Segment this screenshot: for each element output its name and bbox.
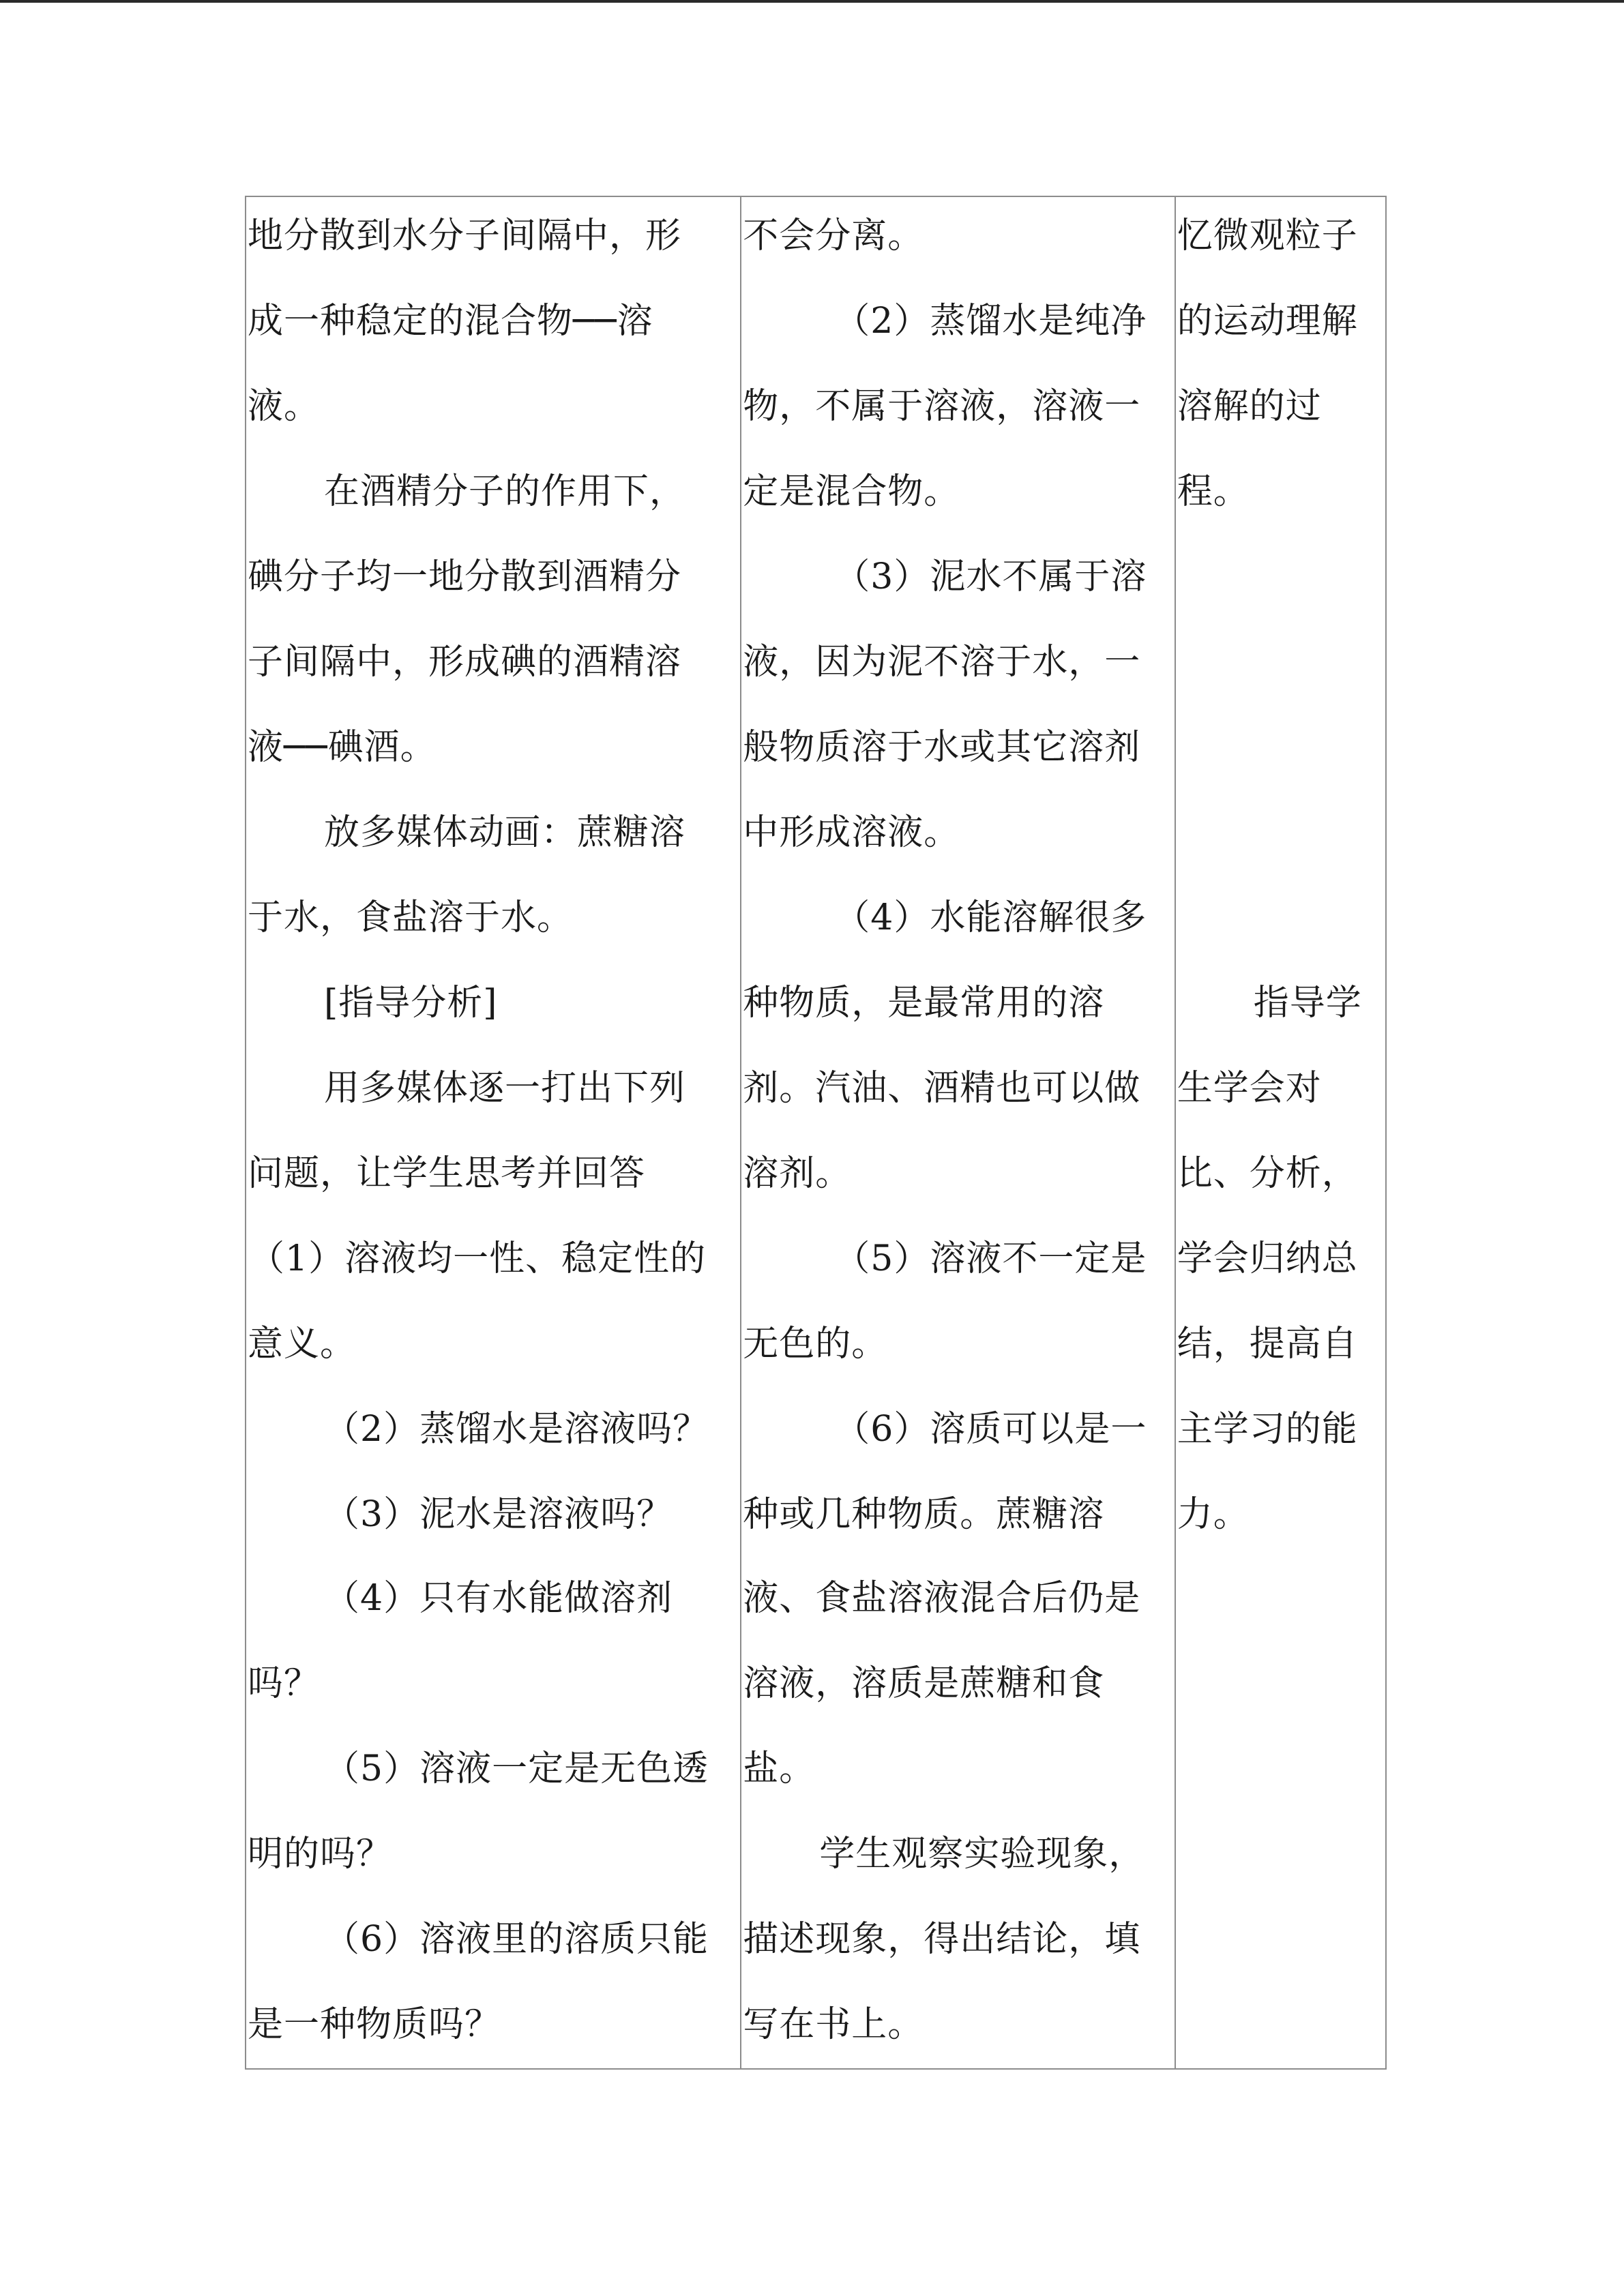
teacher-activity-column — [246, 197, 740, 2068]
table-line: 比、分析， — [1177, 1153, 1358, 1194]
table-line: 明的吗？ — [248, 1834, 393, 1875]
table-line: 的运动理解 — [1177, 301, 1358, 342]
table-line: 成一种稳定的混合物──溶 — [248, 301, 653, 342]
table-line: 描述现象，得出结论，填 — [743, 1919, 1141, 1960]
table-line: 于水，食盐溶于水。 — [248, 897, 574, 938]
table-line: 种或几种物质。蔗糖溶 — [743, 1494, 1105, 1535]
table-line: 液，因为泥不溶于水，一 — [743, 642, 1141, 683]
table-line: 液、食盐溶液混合后仍是 — [743, 1578, 1141, 1619]
table-line: 结，提高自 — [1177, 1324, 1358, 1365]
table-line: [指导分析] — [324, 983, 498, 1024]
table-line: 般物质溶于水或其它溶剂 — [743, 727, 1141, 768]
table-line: 地分散到水分子间隔中，形 — [248, 215, 682, 256]
table-line: 问题，让学生思考并回答 — [248, 1153, 646, 1194]
table-line: 程。 — [1177, 471, 1250, 512]
table-line: 子间隔中，形成碘的酒精溶 — [248, 642, 682, 683]
top-border — [0, 0, 1624, 3]
table-line: 指导学 — [1253, 983, 1362, 1024]
design-intent-column — [1175, 197, 1385, 2068]
table-line: （2）蒸馏水是溶液吗？ — [324, 1409, 709, 1450]
table-line: 不会分离。 — [743, 215, 924, 256]
table-line: （1）溶液均一性、稳定性的 — [249, 1238, 707, 1279]
table-line: 定是混合物。 — [743, 471, 960, 512]
table-line: 物，不属于溶液，溶液一 — [743, 386, 1141, 427]
table-line: 力。 — [1177, 1494, 1250, 1535]
table-line: （6）溶质可以是一 — [834, 1409, 1147, 1450]
table-line: 是一种物质吗？ — [248, 2004, 501, 2045]
table-line: 溶剂。 — [743, 1153, 852, 1194]
table-line: 液──碘酒。 — [248, 727, 437, 768]
table-line: （6）溶液里的溶质只能 — [324, 1919, 709, 1960]
lesson-table — [245, 196, 1387, 2070]
blank-line — [1177, 725, 1385, 810]
table-line: （2）蒸馏水是纯净 — [834, 301, 1147, 342]
table-line: 意义。 — [248, 1324, 357, 1365]
table-line: 在酒精分子的作用下， — [324, 471, 686, 512]
table-line: （3）泥水不属于溶 — [834, 556, 1147, 597]
table-line: 盐。 — [743, 1748, 816, 1789]
table-line: 剂。汽油、酒精也可以做 — [743, 1068, 1141, 1109]
table-line: 种物质，是最常用的溶 — [743, 983, 1105, 1024]
blank-line — [1177, 810, 1385, 895]
table-line: 生学会对 — [1177, 1068, 1322, 1109]
table-line: 液。 — [248, 386, 321, 427]
blank-line — [1177, 640, 1385, 725]
blank-line — [1177, 554, 1385, 640]
blank-line — [1177, 895, 1385, 981]
table-line: 主学习的能 — [1177, 1409, 1358, 1450]
table-line: （5）溶液一定是无色透 — [324, 1748, 709, 1789]
table-line: 放多媒体动画：蔗糖溶 — [324, 812, 686, 853]
table-line: 吗？ — [248, 1663, 321, 1704]
table-line: 无色的。 — [743, 1324, 888, 1365]
table-line: （3）泥水是溶液吗？ — [324, 1494, 673, 1535]
table-line: 写在书上。 — [743, 2004, 924, 2045]
table-line: 溶液，溶质是蔗糖和食 — [743, 1663, 1105, 1704]
table-line: 忆微观粒子 — [1177, 215, 1358, 256]
table-line: 中形成溶液。 — [743, 812, 960, 853]
table-line: 用多媒体逐一打出下列 — [324, 1068, 686, 1109]
table-line: 溶解的过 — [1177, 386, 1322, 427]
table-line: 学生观察实验现象， — [819, 1834, 1145, 1875]
table-line: （4）水能溶解很多 — [834, 897, 1147, 938]
table-line: 学会归纳总 — [1177, 1238, 1358, 1279]
table-line: （5）溶液不一定是 — [834, 1238, 1147, 1279]
table-line: 碘分子均一地分散到酒精分 — [248, 556, 682, 597]
table-line: （4）只有水能做溶剂 — [324, 1578, 673, 1619]
student-activity-column — [740, 197, 1174, 2068]
